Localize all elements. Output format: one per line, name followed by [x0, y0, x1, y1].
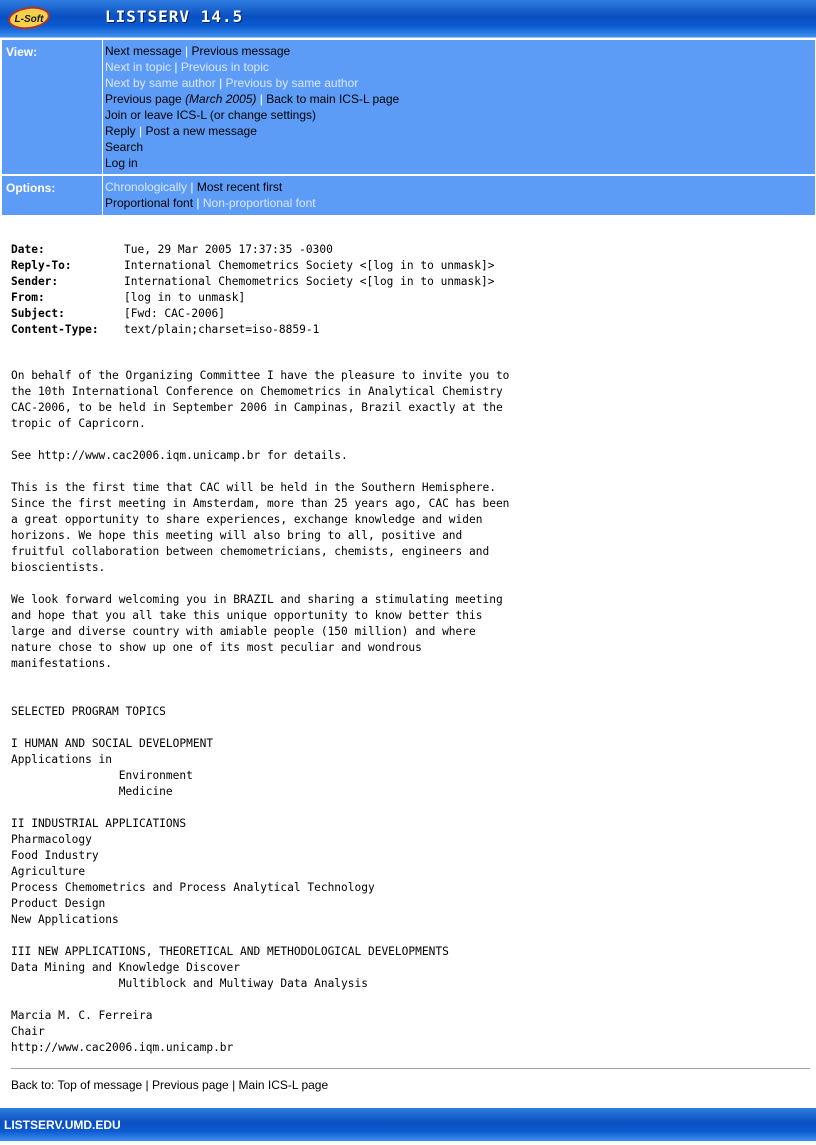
view-divider: [102, 40, 103, 174]
top-banner: [0, 0, 816, 38]
logo-text: L-Soft: [14, 14, 44, 25]
header-value: text/plain;charset=iso-8859-1: [124, 323, 320, 336]
header-value: International Chemometrics Society <[log in to unmask]>: [124, 259, 495, 272]
header-row-from: [11, 290, 494, 306]
log-in-link[interactable]: Log in: [105, 156, 138, 170]
view-row-join: [105, 107, 399, 123]
chronologically-link: Chronologically: [105, 180, 188, 194]
bottom-divider: [11, 1068, 810, 1069]
options-links: [105, 179, 316, 211]
top-of-message-link[interactable]: Top of message: [57, 1078, 143, 1092]
separator: |: [145, 1078, 149, 1092]
search-link[interactable]: Search: [105, 140, 144, 154]
header-name: Sender:: [11, 275, 59, 288]
view-label: View:: [6, 45, 38, 59]
footer-host-link[interactable]: LISTSERV.UMD.EDU: [4, 1118, 121, 1132]
message-body: On behalf of the Organizing Committee I have the pleasure to invite you to the 10th International Conference on Chemometrics in Analytical Chemistry CAC-2006, to be held in September 2006 in Campinas, Brazil exactly at the tropic of Capricorn. See http://www.cac2006.iqm.unicamp.br for details. This is the first time that CAC will be held in the Southern Hemisphere. Since the first meeting in Amsterdam, more than 25 years ago, CAC has been a great opportunity to share experiences, exchange knowledge and widen horizons. We hope this meeting will also bring to all, positive and fruitful collaboration between chemometricians, chemists, engineers and bioscientists. We look forward welcoming you in BRAZIL and sharing a stimulating meeting and hope that you all take this unique opportunity to know better this large and diverse country with amiable people (150 million) and where nature chose to show up one of its most peculiar and wondrous manifestations. SELECTED PROGRAM TOPICS I HUMAN AND SOCIAL DEVELOPMENT Applications in Environment Medicine II INDUSTRIAL APPLICATIONS Pharmacology Food Industry Agriculture Process Chemometrics and Process Analytical Technology Product Design New Applications III NEW APPLICATIONS, THEORETICAL AND METHODOLOGICAL DEVELOPMENTS Data Mining and Knowledge Discover Multiblock and Multiway Data Analysis Marcia M. C. Ferreira Chair http://www.cac2006.iqm.unicamp.br: [11, 369, 510, 1054]
options-row-order: [105, 179, 316, 195]
view-row-login: [105, 155, 399, 171]
next-in-topic-link: Next in topic: [105, 60, 172, 74]
previous-by-author-link: Previous by same author: [225, 76, 359, 90]
post-new-message-link[interactable]: Post a new message: [145, 124, 257, 138]
header-name: Reply-To:: [11, 259, 72, 272]
options-divider: [102, 176, 103, 215]
view-row-message: [105, 43, 399, 59]
lsoft-logo[interactable]: [7, 5, 51, 31]
next-message-link[interactable]: Next message: [105, 44, 182, 58]
reply-link[interactable]: Reply: [105, 124, 136, 138]
header-row-reply-to: [11, 258, 494, 274]
header-value: [log in to unmask]: [124, 291, 246, 304]
header-name: Subject:: [11, 307, 65, 320]
non-proportional-font-link: Non-proportional font: [202, 196, 316, 210]
main-page-link[interactable]: Main ICS-L page: [238, 1078, 329, 1092]
proportional-font-link[interactable]: Proportional font: [105, 196, 194, 210]
separator: |: [174, 60, 178, 74]
header-row-content-type: [11, 322, 494, 338]
previous-in-topic-link: Previous in topic: [180, 60, 269, 74]
view-row-search: [105, 139, 399, 155]
header-row-sender: [11, 274, 494, 290]
back-to-label: Back to:: [11, 1078, 55, 1092]
separator: |: [139, 124, 143, 138]
back-previous-page-link[interactable]: Previous page: [152, 1078, 229, 1092]
separator: |: [232, 1078, 236, 1092]
previous-page-label: Previous page: [105, 92, 182, 106]
join-or-leave-link[interactable]: Join or leave ICS-L (or change settings): [105, 108, 316, 122]
banner-title: LISTSERV 14.5: [105, 7, 244, 26]
back-to-bar: [11, 1078, 328, 1092]
header-name: Content-Type:: [11, 323, 99, 336]
header-row-subject: [11, 306, 494, 322]
footer-banner: [0, 1108, 816, 1141]
view-row-author: [105, 75, 399, 91]
next-by-author-link: Next by same author: [105, 76, 216, 90]
previous-page-month: (March 2005): [185, 92, 257, 106]
view-panel: [2, 38, 815, 174]
view-row-page: [105, 91, 399, 107]
most-recent-first-link[interactable]: Most recent first: [196, 180, 283, 194]
message-headers: [11, 242, 494, 338]
header-name: Date:: [11, 243, 45, 256]
header-row-date: [11, 242, 494, 258]
header-value: International Chemometrics Society <[log in to unmask]>: [124, 275, 495, 288]
view-row-reply: [105, 123, 399, 139]
header-name: From:: [11, 291, 45, 304]
separator: |: [219, 76, 223, 90]
header-value: Tue, 29 Mar 2005 17:37:35 -0300: [124, 243, 333, 256]
view-links: [105, 43, 399, 171]
header-value: [Fwd: CAC-2006]: [124, 307, 226, 320]
separator: |: [185, 44, 189, 58]
options-label: Options:: [6, 181, 56, 195]
separator: |: [259, 92, 263, 106]
previous-message-link[interactable]: Previous message: [191, 44, 291, 58]
options-row-font: [105, 195, 316, 211]
view-row-topic: [105, 59, 399, 75]
options-panel: [2, 174, 815, 215]
separator: |: [196, 196, 200, 210]
back-to-main-link[interactable]: Back to main ICS-L page: [266, 92, 400, 106]
previous-page-link[interactable]: [105, 92, 256, 106]
separator: |: [190, 180, 194, 194]
